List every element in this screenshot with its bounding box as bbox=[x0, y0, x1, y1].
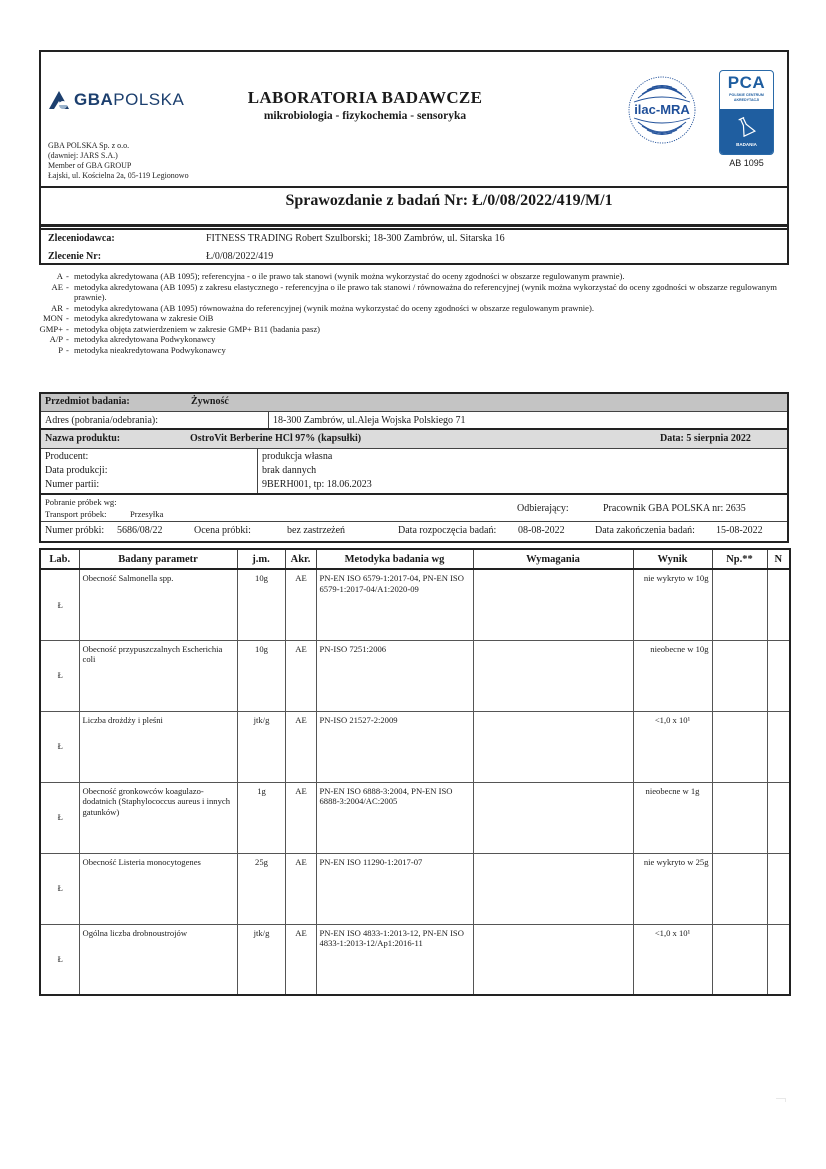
cell-unit: 25g bbox=[237, 853, 285, 924]
production-date-value: brak dannych bbox=[262, 465, 317, 476]
legend-code: AR bbox=[51, 302, 63, 313]
col-header-np: Np.** bbox=[712, 549, 767, 569]
cell-unit: 10g bbox=[237, 640, 285, 711]
col-header-unit: j.m. bbox=[237, 549, 285, 569]
pca-line: POLSKIE CENTRUM bbox=[729, 93, 764, 97]
legend-code: A/P bbox=[49, 334, 63, 344]
cell-result: nieobecne w 10g bbox=[633, 640, 712, 711]
cell-method: PN-ISO 7251:2006 bbox=[316, 640, 473, 711]
method-legend bbox=[34, 271, 794, 355]
cell-n bbox=[767, 853, 790, 924]
page-corner-mark bbox=[776, 1098, 786, 1102]
report-title: Sprawozdanie z badań Nr: Ł/0/08/2022/419/M/1 bbox=[285, 192, 613, 209]
cell-requirements bbox=[473, 853, 633, 924]
cell-parameter: Liczba drożdży i pleśni bbox=[79, 711, 237, 782]
cell-accreditation: AE bbox=[285, 711, 316, 782]
assessment-label: Ocena próbki: bbox=[194, 525, 251, 536]
producer-block bbox=[41, 449, 787, 495]
pca-line: AKREDYTACJI bbox=[733, 98, 760, 102]
legend-desc: metodyka objęta zatwierdzeniem w zakresie GMP+ B11 (badania pasz) bbox=[74, 323, 321, 334]
order-label: Zlecenie Nr: bbox=[48, 251, 102, 262]
legend-desc: metodyka akredytowana (AB 1095); referencyjna - o ile prawo tak stanowi (wynik można wykorzystać do oceny zgodności w obszarze regulowanym prawnie). bbox=[74, 271, 625, 281]
company-line: (dawniej: JARS S.A.) bbox=[48, 151, 118, 160]
legend-item: A/P - metodyka akredytowana Podwykonawcy bbox=[34, 334, 794, 345]
receiver-label: Odbierający: bbox=[517, 503, 569, 514]
pca-accreditation-logo bbox=[719, 70, 774, 155]
logo-text-light: POLSKA bbox=[113, 90, 185, 109]
client-label: Zleceniodawca: bbox=[48, 233, 115, 244]
batch-label: Numer partii: bbox=[45, 479, 100, 490]
gba-polska-logo bbox=[48, 90, 184, 110]
divider bbox=[41, 186, 787, 188]
cell-requirements bbox=[473, 640, 633, 711]
subject-value: Żywność bbox=[191, 396, 229, 407]
legend-code: P bbox=[58, 344, 63, 355]
cell-n bbox=[767, 924, 790, 995]
producer-value: produkcja własna bbox=[262, 451, 333, 462]
cell-np bbox=[712, 569, 767, 640]
cell-n bbox=[767, 711, 790, 782]
client-section bbox=[39, 224, 789, 265]
start-date-label: Data rozpoczęcia badań: bbox=[398, 525, 497, 536]
cell-unit: 10g bbox=[237, 569, 285, 640]
transport-label: Transport próbek: bbox=[45, 509, 107, 519]
cell-requirements bbox=[473, 924, 633, 995]
cell-np bbox=[712, 711, 767, 782]
company-line: Member of GBA GROUP bbox=[48, 161, 132, 170]
end-date-value: 15-08-2022 bbox=[716, 525, 763, 536]
start-date-value: 08-08-2022 bbox=[518, 525, 565, 536]
col-header-parameter: Badany parametr bbox=[79, 549, 237, 569]
cell-unit: jtk/g bbox=[237, 711, 285, 782]
gba-logo-icon bbox=[48, 90, 70, 110]
product-row bbox=[41, 430, 787, 449]
cell-result: nie wykryto w 25g bbox=[633, 853, 712, 924]
cell-method: PN-ISO 21527-2:2009 bbox=[316, 711, 473, 782]
cell-result: <1,0 x 10¹ bbox=[633, 924, 712, 995]
product-label: Nazwa produktu: bbox=[45, 433, 121, 444]
legend-code: MON bbox=[42, 313, 63, 323]
end-date-label: Data zakończenia badań: bbox=[595, 525, 695, 536]
report-header bbox=[39, 50, 789, 230]
client-value: FITNESS TRADING Robert Szulborski; 18-300 Zambrów, ul. Sitarska 16 bbox=[206, 233, 505, 244]
cell-result: <1,0 x 10¹ bbox=[633, 711, 712, 782]
address-label: Adres (pobrania/odebrania): bbox=[45, 415, 159, 426]
cell-requirements bbox=[473, 569, 633, 640]
legend-code: A bbox=[56, 271, 63, 281]
order-value: Ł/0/08/2022/419 bbox=[206, 251, 274, 262]
legend-desc: metodyka akredytowana (AB 1095) równoważna do referencyjnej (wynik można wykorzystać do oceny zgodności w obszarze regulowanym prawnie). bbox=[74, 302, 594, 313]
cell-n bbox=[767, 569, 790, 640]
pca-logo-text: PCA bbox=[727, 73, 766, 92]
cell-result: nie wykryto w 10g bbox=[633, 569, 712, 640]
legend-item: MON - metodyka akredytowana w zakresie OiB bbox=[34, 313, 794, 324]
legend-item: AR - metodyka akredytowana (AB 1095) równoważna do referencyjnej (wynik można wykorzystać do oceny zgodności w obszarze regulowanym prawnie). bbox=[34, 303, 794, 314]
cell-unit: 1g bbox=[237, 782, 285, 853]
cell-lab: Ł bbox=[40, 569, 79, 640]
results-table bbox=[39, 548, 791, 996]
cell-parameter: Obecność Listeria monocytogenes bbox=[79, 853, 237, 924]
legend-desc: metodyka nieakredytowana Podwykonawcy bbox=[74, 344, 226, 355]
legend-item: GMP+ - metodyka objęta zatwierdzeniem w zakresie GMP+ B11 (badania pasz) bbox=[34, 324, 794, 335]
cell-accreditation: AE bbox=[285, 853, 316, 924]
cell-parameter: Obecność przypuszczalnych Escherichia coli bbox=[79, 640, 237, 711]
table-row bbox=[40, 924, 790, 995]
cell-accreditation: AE bbox=[285, 569, 316, 640]
legend-desc: metodyka akredytowana w zakresie OiB bbox=[74, 313, 214, 323]
cell-method: PN-EN ISO 11290-1:2017-07 bbox=[316, 853, 473, 924]
batch-value: 9BERH001, tp: 18.06.2023 bbox=[262, 479, 372, 490]
table-row bbox=[40, 782, 790, 853]
cell-parameter: Obecność gronkowców koagulazo-dodatnich (Staphylococcus aureus i innych gatunków) bbox=[79, 782, 237, 853]
subject-label: Przedmiot badania: bbox=[45, 396, 130, 407]
col-header-lab: Lab. bbox=[40, 549, 79, 569]
company-line: GBA POLSKA Sp. z o.o. bbox=[48, 141, 130, 150]
legend-desc: metodyka akredytowana (AB 1095) z zakresu elastycznego - referencyjna o ile prawo tak stanowi / równoważna do referencyjnej (wynik można wykorzystać do oceny zgodności w obszarze regulowanym prawnie). bbox=[74, 281, 777, 302]
ilac-text: ilac-MRA bbox=[634, 102, 690, 117]
company-info bbox=[48, 141, 189, 181]
subject-row bbox=[41, 394, 787, 412]
flask-icon bbox=[738, 115, 756, 137]
sampling-block bbox=[41, 495, 787, 522]
cell-np bbox=[712, 924, 767, 995]
legend-item: A - metodyka akredytowana (AB 1095); referencyjna - o ile prawo tak stanowi (wynik można wykorzystać do oceny zgodności w obszarze regulowanym prawnie). bbox=[34, 271, 794, 282]
cell-result: nieobecne w 1g bbox=[633, 782, 712, 853]
pca-badania-label: BADANIA bbox=[736, 142, 757, 147]
cell-method: PN-EN ISO 4833-1:2013-12, PN-EN ISO 4833-1:2013-12/Ap1:2016-11 bbox=[316, 924, 473, 995]
cell-requirements bbox=[473, 711, 633, 782]
cell-lab: Ł bbox=[40, 782, 79, 853]
cell-np bbox=[712, 782, 767, 853]
transport-value: Przesyłka bbox=[130, 509, 164, 519]
legend-code: GMP+ bbox=[39, 323, 63, 334]
report-date: Data: 5 sierpnia 2022 bbox=[660, 433, 751, 444]
sample-dates-row bbox=[41, 522, 787, 541]
cell-method: PN-EN ISO 6888-3:2004, PN-EN ISO 6888-3:2004/AC:2005 bbox=[316, 782, 473, 853]
company-line: Łajski, ul. Kościelna 2a, 05-119 Legionowo bbox=[48, 171, 189, 180]
legend-item: P - metodyka nieakredytowana Podwykonawcy bbox=[34, 345, 794, 356]
col-header-result: Wynik bbox=[633, 549, 712, 569]
cell-lab: Ł bbox=[40, 640, 79, 711]
address-row bbox=[41, 412, 787, 430]
cell-accreditation: AE bbox=[285, 782, 316, 853]
legend-item: AE - metodyka akredytowana (AB 1095) z zakresu elastycznego - referencyjna o ile prawo tak stanowi / równoważna do referencyjnej (wynik można wykorzystać do oceny zgodności w obszarze regulowanym prawnie). bbox=[34, 282, 794, 303]
sample-info-section bbox=[39, 392, 789, 543]
sample-no-value: 5686/08/22 bbox=[117, 525, 163, 536]
table-row bbox=[40, 569, 790, 640]
cell-np bbox=[712, 853, 767, 924]
producer-label: Producent: bbox=[45, 451, 89, 462]
sample-no-label: Numer próbki: bbox=[45, 525, 105, 536]
assessment-value: bez zastrzeżeń bbox=[287, 525, 346, 536]
col-header-accreditation: Akr. bbox=[285, 549, 316, 569]
logo-text-bold: GBA bbox=[74, 90, 114, 109]
cell-n bbox=[767, 782, 790, 853]
cell-np bbox=[712, 640, 767, 711]
cell-unit: jtk/g bbox=[237, 924, 285, 995]
lab-subtitle: mikrobiologia - fizykochemia - sensoryka bbox=[263, 110, 467, 122]
table-row bbox=[40, 711, 790, 782]
legend-desc: metodyka akredytowana Podwykonawcy bbox=[74, 334, 216, 344]
production-date-label: Data produkcji: bbox=[45, 465, 108, 476]
lab-title: LABORATORIA BADAWCZE bbox=[247, 88, 483, 107]
cell-n bbox=[767, 640, 790, 711]
cell-lab: Ł bbox=[40, 711, 79, 782]
sampling-label: Pobranie próbek wg: bbox=[45, 497, 117, 507]
cell-requirements bbox=[473, 782, 633, 853]
product-name: OstroVit Berberine HCl 97% (kapsułki) bbox=[190, 433, 362, 444]
accreditation-code: AB 1095 bbox=[729, 158, 764, 168]
col-header-method: Metodyka badania wg bbox=[316, 549, 473, 569]
cell-lab: Ł bbox=[40, 924, 79, 995]
cell-parameter: Obecność Salmonella spp. bbox=[79, 569, 237, 640]
table-row bbox=[40, 640, 790, 711]
receiver-value: Pracownik GBA POLSKA nr: 2635 bbox=[603, 503, 746, 514]
col-header-requirements: Wymagania bbox=[473, 549, 633, 569]
cell-accreditation: AE bbox=[285, 640, 316, 711]
col-header-n: N bbox=[767, 549, 790, 569]
table-row bbox=[40, 853, 790, 924]
cell-parameter: Ogólna liczba drobnoustrojów bbox=[79, 924, 237, 995]
cell-lab: Ł bbox=[40, 853, 79, 924]
cell-method: PN-EN ISO 6579-1:2017-04, PN-EN ISO 6579-1:2017-04/A1:2020-09 bbox=[316, 569, 473, 640]
ilac-mra-logo-icon bbox=[626, 74, 698, 146]
address-value: 18-300 Zambrów, ul.Aleja Wojska Polskiego 71 bbox=[273, 415, 466, 426]
cell-accreditation: AE bbox=[285, 924, 316, 995]
legend-code: AE bbox=[51, 281, 63, 292]
table-header-row bbox=[40, 549, 790, 569]
